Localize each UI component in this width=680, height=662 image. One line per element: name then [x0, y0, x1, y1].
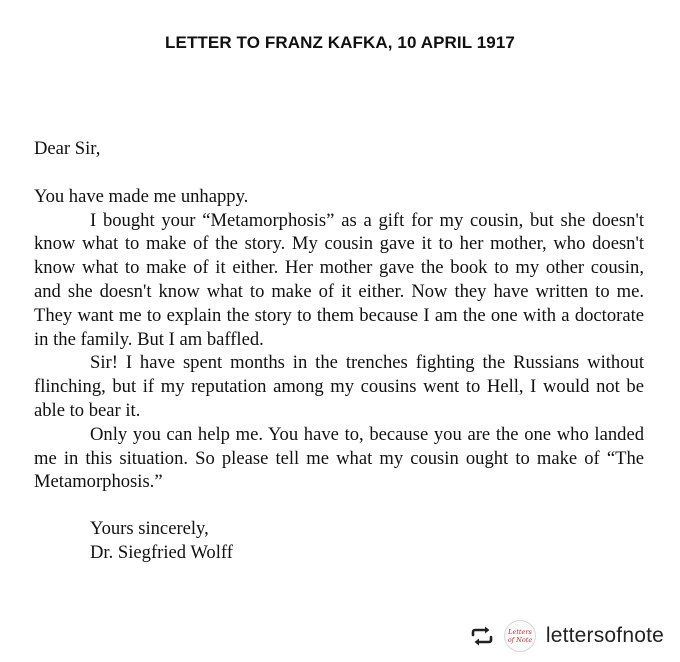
letters-of-note-logo: [507, 623, 533, 649]
repost-icon[interactable]: [470, 626, 494, 646]
letter-title: LETTER TO FRANZ KAFKA, 10 APRIL 1917: [165, 33, 515, 52]
avatar[interactable]: [504, 620, 536, 652]
closing-block: [34, 517, 644, 565]
paragraph-2: Sir! I have spent months in the trenches fighting the Russians without flinching, but if my reputation among my cousins went to Hell, I would not be able to bear it.: [34, 352, 644, 421]
svg-text:Letters: Letters: [507, 628, 532, 636]
repost-attribution[interactable]: [470, 620, 664, 652]
svg-text:of Note: of Note: [507, 636, 533, 644]
paragraph-1: I bought your “Metamorphosis” as a gift for my cousin, but she doesn't know what to make of the story. My cousin gave it to her mother, who doesn't know what to make of it either. Her mother gave the book to my other cousin, and she doesn't know what to make of it either. Now they have written to me. They want me to explain the story to them because I am the one with a doctorate in the family. But I am baffled.: [34, 209, 644, 350]
paragraph-3: Only you can help me. You have to, because you are the one who landed me in this situation. So please tell me what my cousin ought to make of “The Metamorphosis.”: [34, 423, 644, 493]
signature: Dr. Siegfried Wolff: [90, 542, 233, 564]
letter-body: [34, 137, 644, 565]
account-handle[interactable]: lettersofnote: [545, 624, 664, 647]
opening-line: You have made me unhappy.: [34, 185, 249, 207]
salutation: Dear Sir,: [34, 138, 101, 159]
closing: Yours sincerely,: [90, 518, 209, 540]
